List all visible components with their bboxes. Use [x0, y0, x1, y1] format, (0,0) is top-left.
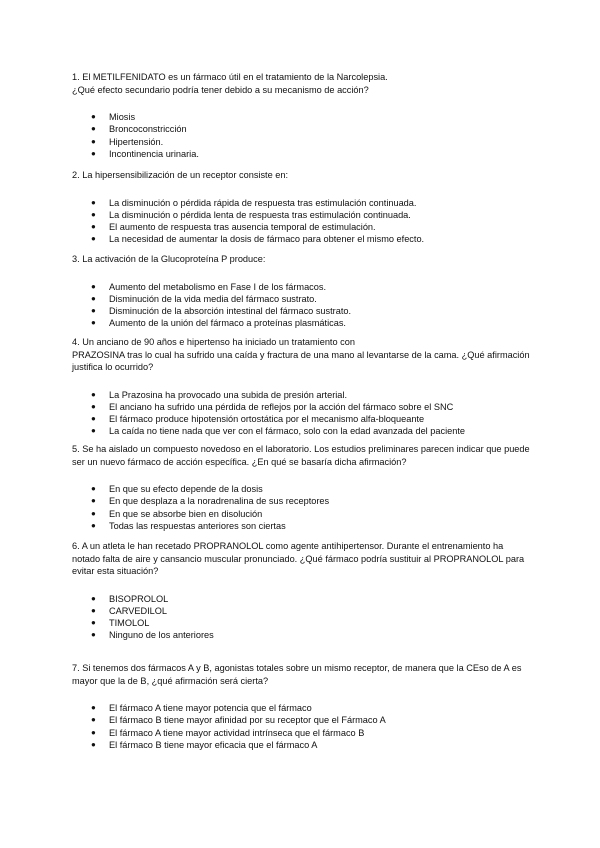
options-list [72, 197, 532, 246]
option-text: TIMOLOL [109, 618, 150, 629]
option-text: En que se absorbe bien en disolución [109, 508, 263, 519]
option-item [72, 293, 532, 305]
bullet-icon: ● [91, 727, 96, 737]
option-text: Ninguno de los anteriores [109, 630, 214, 641]
option-item [72, 629, 532, 641]
option-item [72, 209, 532, 221]
option-item [72, 605, 532, 617]
option-item [72, 483, 532, 495]
option-text: El fármaco A tiene mayor actividad intrínseca que el fármaco B [109, 727, 365, 738]
option-text: Disminución de la absorción intestinal del fármaco sustrato. [109, 306, 352, 317]
options-list [72, 702, 532, 751]
option-text: Aumento de la unión del fármaco a proteínas plasmáticas. [109, 318, 346, 329]
option-text: El fármaco A tiene mayor potencia que el fármaco [109, 703, 312, 713]
question-6 [72, 540, 532, 642]
option-item [72, 317, 532, 329]
option-text: Incontinencia urinaria. [109, 148, 199, 159]
option-item [72, 401, 532, 413]
question-stem: 1. El METILFENIDATO es un fármaco útil en el tratamiento de la Narcolepsia. ¿Qué efecto secundario podría tener debido a su mecanismo de acción? [72, 72, 388, 95]
bullet-icon: ● [91, 618, 96, 628]
bullet-icon: ● [91, 281, 96, 291]
question-stem: 2. La hipersensibilización de un receptor consiste en: [72, 170, 289, 180]
option-item [72, 739, 532, 751]
bullet-icon: ● [91, 715, 96, 725]
bullet-icon: ● [91, 234, 96, 244]
option-item [72, 714, 532, 726]
option-text: La caída no tiene nada que ver con el fármaco, solo con la edad avanzada del paciente [109, 426, 466, 437]
question-5 [72, 443, 532, 532]
option-item [72, 425, 532, 437]
option-item [72, 197, 532, 209]
question-stem: 6. A un atleta le han recetado PROPRANOLOL como agente antihipertensor. Durante el entrenamiento ha notado falta de aire y cansancio muscular pronunciado. ¿Qué fármaco podría sustituir al PROPRANOLOL para evitar esta situación? [72, 541, 525, 576]
question-stem: 5. Se ha aislado un compuesto novedoso en el laboratorio. Los estudios preliminares parecen indicar que puede ser un nuevo fármaco de acción específica. ¿En qué se basaría dicha afirmación? [72, 444, 530, 467]
question-stem: 4. Un anciano de 90 años e hipertenso ha iniciado un tratamiento con PRAZOSINA tras lo cual ha sufrido una caída y fractura de una mano al levantarse de la cama. ¿Qué afirmación justifica lo ocurrido? [72, 337, 530, 372]
option-text: La disminución o pérdida lenta de respuesta tras estimulación continuada. [109, 209, 411, 220]
option-item [72, 593, 532, 605]
option-item [72, 111, 532, 123]
options-list [72, 389, 532, 438]
option-text: El aumento de respuesta tras ausencia temporal de estimulación. [109, 222, 376, 233]
bullet-icon: ● [91, 222, 96, 232]
bullet-icon: ● [91, 112, 96, 121]
bullet-icon: ● [91, 739, 96, 749]
option-item [72, 305, 532, 317]
option-item [72, 520, 532, 532]
bullet-icon: ● [91, 389, 96, 399]
options-list [72, 281, 532, 330]
bullet-icon: ● [91, 484, 96, 493]
option-item [72, 136, 532, 148]
question-7 [72, 662, 532, 751]
bullet-icon: ● [91, 124, 96, 134]
option-text: Todas las respuestas anteriores son ciertas [109, 520, 286, 531]
option-item [72, 413, 532, 425]
option-item [72, 508, 532, 520]
question-stem: 7. Si tenemos dos fármacos A y B, agonistas totales sobre un mismo receptor, de manera que la CEso de A es mayor que la de B, ¿qué afirmación será cierta? [72, 663, 522, 686]
bullet-icon: ● [91, 520, 96, 530]
bullet-icon: ● [91, 401, 96, 411]
bullet-icon: ● [91, 318, 96, 328]
option-item [72, 702, 532, 714]
question-3 [72, 253, 532, 330]
options-list [72, 483, 532, 532]
option-text: Broncoconstricción [109, 124, 187, 135]
option-text: La Prazosina ha provocado una subida de presión arterial. [109, 389, 348, 400]
option-text: BISOPROLOL [109, 593, 169, 604]
bullet-icon: ● [91, 508, 96, 518]
bullet-icon: ● [91, 197, 96, 207]
option-text: La necesidad de aumentar la dosis de fármaco para obtener el mismo efecto. [109, 234, 425, 245]
bullet-icon: ● [91, 496, 96, 506]
bullet-icon: ● [91, 426, 96, 436]
option-text: En que desplaza a la noradrenalina de sus receptores [109, 496, 330, 507]
option-text: Aumento del metabolismo en Fase I de los fármacos. [109, 281, 327, 292]
option-item [72, 617, 532, 629]
option-text: El fármaco B tiene mayor eficacia que el fármaco A [109, 739, 318, 750]
bullet-icon: ● [91, 293, 96, 303]
bullet-icon: ● [91, 605, 96, 615]
bullet-icon: ● [91, 630, 96, 640]
options-list [72, 593, 532, 642]
option-text: Hipertensión. [109, 136, 164, 147]
option-item [72, 233, 532, 245]
option-text: Disminución de la vida media del fármaco sustrato. [109, 293, 317, 304]
option-text: CARVEDILOL [109, 605, 168, 616]
option-item [72, 389, 532, 401]
bullet-icon: ● [91, 306, 96, 316]
bullet-icon: ● [91, 136, 96, 146]
option-text: El fármaco B tiene mayor afinidad por su receptor que el Fármaco A [109, 715, 386, 726]
option-item [72, 495, 532, 507]
bullet-icon: ● [91, 414, 96, 424]
option-text: El anciano ha sufrido una pérdida de reflejos por la acción del fármaco sobre el SNC [109, 401, 454, 412]
option-text: El fármaco produce hipotensión ortostática por el mecanismo alfa-bloqueante [109, 414, 425, 425]
option-text: La disminución o pérdida rápida de respuesta tras estimulación continuada. [109, 197, 417, 208]
bullet-icon: ● [91, 703, 96, 712]
option-item [72, 221, 532, 233]
question-stem: 3. La activación de la Glucoproteína P produce: [72, 254, 266, 264]
question-2 [72, 169, 532, 246]
bullet-icon: ● [91, 148, 96, 158]
option-item [72, 281, 532, 293]
bullet-icon: ● [91, 209, 96, 219]
question-4 [72, 336, 532, 438]
bullet-icon: ● [91, 593, 96, 603]
question-1 [72, 71, 532, 160]
option-item [72, 727, 532, 739]
option-item [72, 148, 532, 160]
options-list [72, 111, 532, 160]
option-item [72, 123, 532, 135]
option-text: En que su efecto depende de la dosis [109, 484, 263, 494]
option-text: Miosis [109, 112, 136, 122]
